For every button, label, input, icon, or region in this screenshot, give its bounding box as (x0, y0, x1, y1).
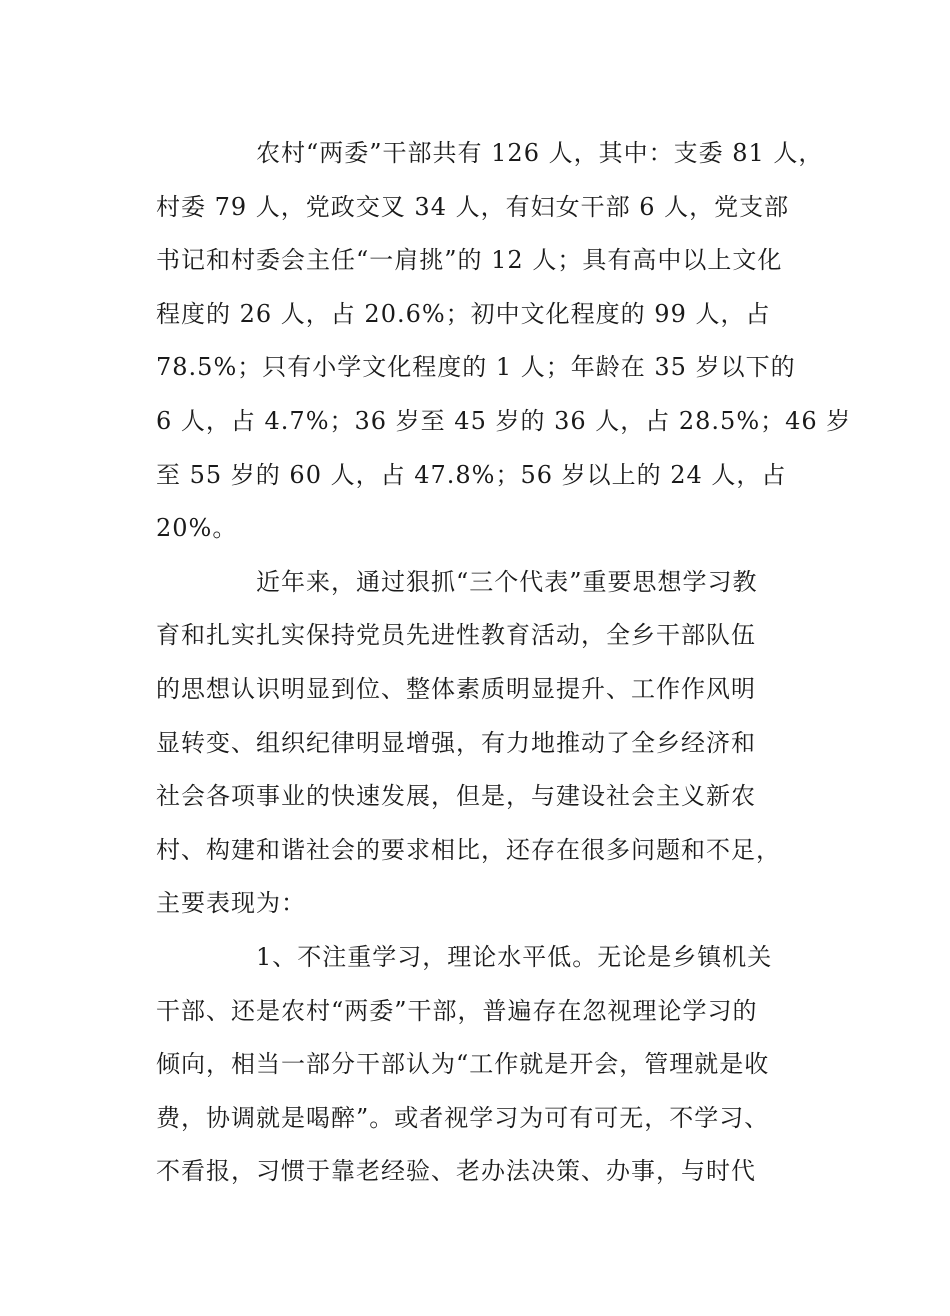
paragraph-issue-1 (156, 931, 796, 1199)
paragraph-cadre-statistics (156, 127, 852, 556)
text-line: 书记和村委会主任“一肩挑”的 12 人；具有高中以上文化 (156, 246, 783, 275)
text-line: 主要表现为： (156, 889, 306, 918)
text-line: 不看报，习惯于靠老经验、老办法决策、办事，与时代 (156, 1157, 756, 1186)
text-line: 村委 79 人，党政交叉 34 人，有妇女干部 6 人，党支部 (156, 192, 790, 221)
document-body (156, 127, 852, 1199)
text-line: 倾向，相当一部分干部认为“工作就是开会，管理就是收 (156, 1050, 770, 1079)
text-line: 社会各项事业的快速发展，但是，与建设社会主义新农 (156, 782, 756, 811)
text-line: 的思想认识明显到位、整体素质明显提升、工作作风明 (156, 674, 756, 703)
text-line: 费，协调就是喝醉”。或者视学习为可有可无，不学习、 (156, 1103, 770, 1132)
text-line: 显转变、组织纪律明显增强，有力地推动了全乡经济和 (156, 728, 756, 757)
text-line: 干部、还是农村“两委”干部，普遍存在忽视理论学习的 (156, 996, 758, 1025)
text-line: 育和扎实扎实保持党员先进性教育活动，全乡干部队伍 (156, 621, 756, 650)
text-line: 78.5%；只有小学文化程度的 1 人；年龄在 35 岁以下的 (156, 353, 796, 382)
text-line: 20%。 (156, 514, 238, 543)
text-line: 近年来，通过狠抓“三个代表”重要思想学习教 (256, 567, 758, 596)
text-line: 1、不注重学习，理论水平低。无论是乡镇机关 (256, 942, 773, 971)
text-line: 至 55 岁的 60 人，占 47.8%；56 岁以上的 24 人，占 (156, 460, 787, 489)
text-line: 村、构建和谐社会的要求相比，还存在很多问题和不足， (156, 835, 781, 864)
paragraph-recent-progress (156, 556, 796, 931)
text-line: 程度的 26 人，占 20.6%；初中文化程度的 99 人，占 (156, 299, 771, 328)
text-line: 农村“两委”干部共有 126 人，其中：支委 81 人， (256, 139, 824, 167)
text-line: 6 人，占 4.7%；36 岁至 45 岁的 36 人，占 28.5%；46 岁 (156, 406, 852, 435)
